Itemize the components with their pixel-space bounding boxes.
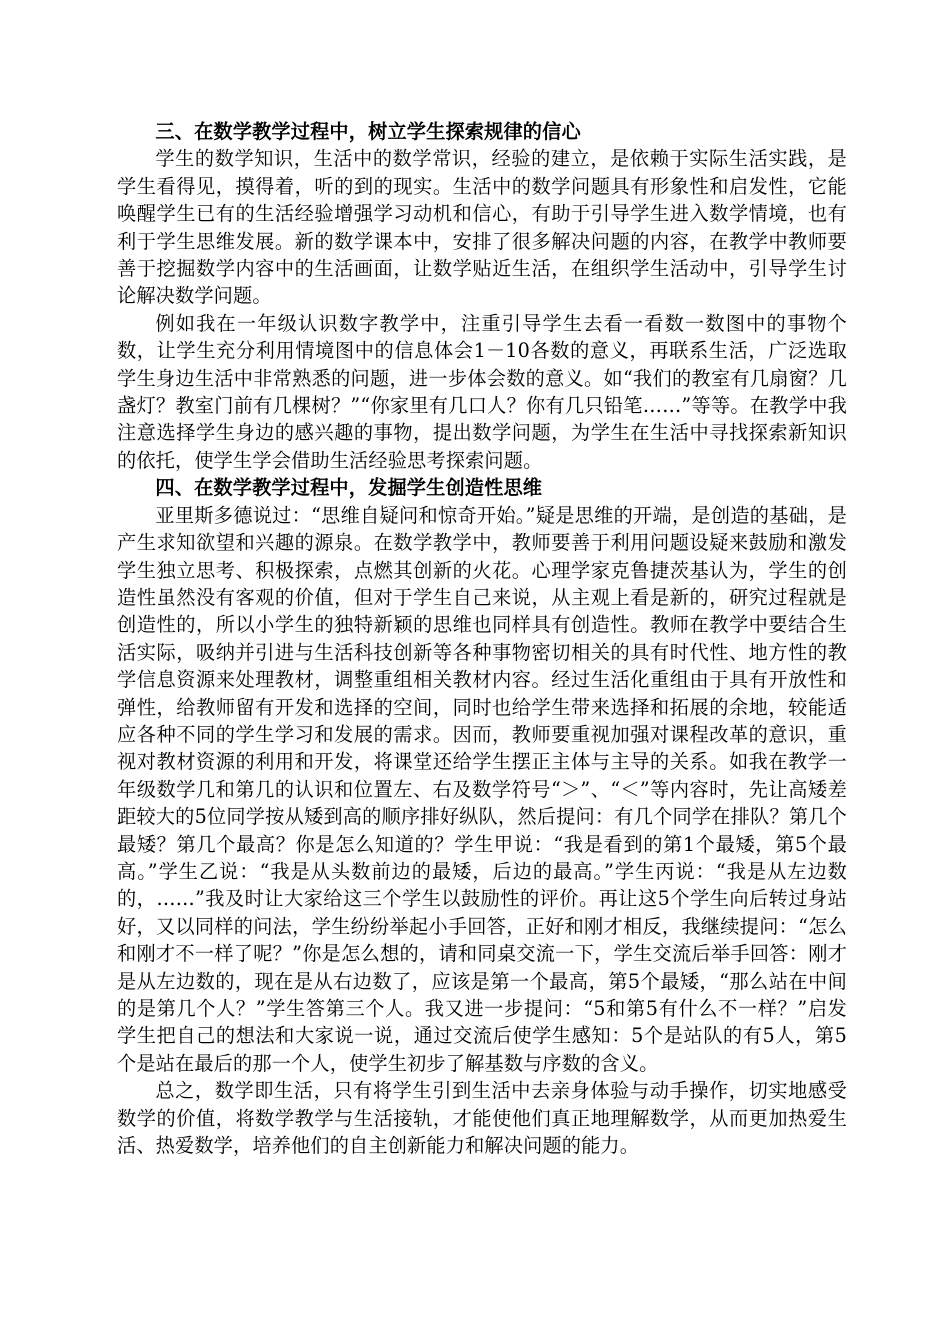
section-3-heading: 三、在数学教学过程中，树立学生探索规律的信心 [155,120,581,143]
section-3-paragraph-1: 学生的数学知识，生活中的数学常识，经验的建立，是依赖于实际生活实践，是学生看得见，摸得着，听的到的现实。生活中的数学问题具有形象性和启发性，它能唤醒学生已有的生活经验增强学习动机和信心，有助于引导学生进入数学情境，也有利于学生思维发展。新的数学课本中，安排了很多解决问题的内容，在教学中教师要善于挖掘数学内容中的生活画面，让数学贴近生活，在组织学生活动中，引导学生讨论解决数学问题。 [117,147,847,308]
section-4-paragraph-1: 亚里斯多德说过：“思维自疑问和惊奇开始。”疑是思维的开端，是创造的基础，是产生求知欲望和兴趣的源泉。在数学教学中，教师要善于利用问题设疑来鼓励和激发学生独立思考、积极探索，点燃其创新的火花。心理学家克鲁捷茨基认为，学生的创造性虽然没有客观的价值，但对于学生自己来说，从主观上看是新的，研究过程就是创造性的，所以小学生的独特新颖的思维也同样具有创造性。教师在教学中要结合生活实际，吸纳并引进与生活科技创新等各种事物密切相关的具有时代性、地方性的教学信息资源来处理教材，调整重组相关教材内容。经过生活化重组由于具有开放性和弹性，给教师留有开发和选择的空间，同时也给学生带来选择和拓展的余地，较能适应各种不同的学生学习和发展的需求。因而，教师要重视加强对课程改革的意识，重视对教材资源的利用和开发，将课堂还给学生摆正主体与主导的关系。如我在教学一年级数学几和第几的认识和位置左、右及数学符号“＞”、“＜”等内容时，先让高矮差距较大的5位同学按从矮到高的顺序排好纵队，然后提问：有几个同学在排队？第几个最矮？第几个最高？你是怎么知道的？学生甲说：“我是看到的第1个最矮，第5个最高。”学生乙说：“我是从头数前边的最矮，后边的最高。”学生丙说：“我是从左边数的，……”我及时让大家给这三个学生以鼓励性的评价。再让这5个学生向后转过身站好，又以同样的问法，学生纷纷举起小手回答，正好和刚才相反，我继续提问：“怎么和刚才不一样了呢？”你是怎么想的，请和同桌交流一下，学生交流后举手回答：刚才是从左边数的，现在是从右边数了，应该是第一个最高，第5个最矮，“那么站在中间的是第几个人？”学生答第三个人。我又进一步提问：“5和第5有什么不一样？”启发学生把自己的想法和大家说一说，通过交流后使学生感知：5个是站队的有5人，第5个是站在最后的那一个人，使学生初步了解基数与序数的含义。 [117,503,847,1075]
conclusion-paragraph: 总之，数学即生活，只有将学生引到生活中去亲身体验与动手操作，切实地感受数学的价值，将数学教学与生活接轨，才能使他们真正地理解数学，从而更加热爱生活、热爱数学，培养他们的自主创新能力和解决问题的能力。 [117,1079,847,1158]
section-3-paragraph-2: 例如我在一年级认识数字教学中，注重引导学生去看一看数一数图中的事物个数，让学生充分利用情境图中的信息体会1－10各数的意义，再联系生活，广泛选取学生身边生活中非常熟悉的问题，进一步体会数的意义。如“我们的教室有几扇窗？几盏灯？教室门前有几棵树？”“你家里有几口人？你有几只铅笔……”等等。在教学中我注意选择学生身边的感兴趣的事物，提出数学问题，为学生在生活中寻找探索新知识的依托，使学生学会借助生活经验思考探索问题。 [117,311,847,472]
section-4-heading: 四、在数学教学过程中，发掘学生创造性思维 [155,476,543,500]
document-page [117,118,847,1159]
